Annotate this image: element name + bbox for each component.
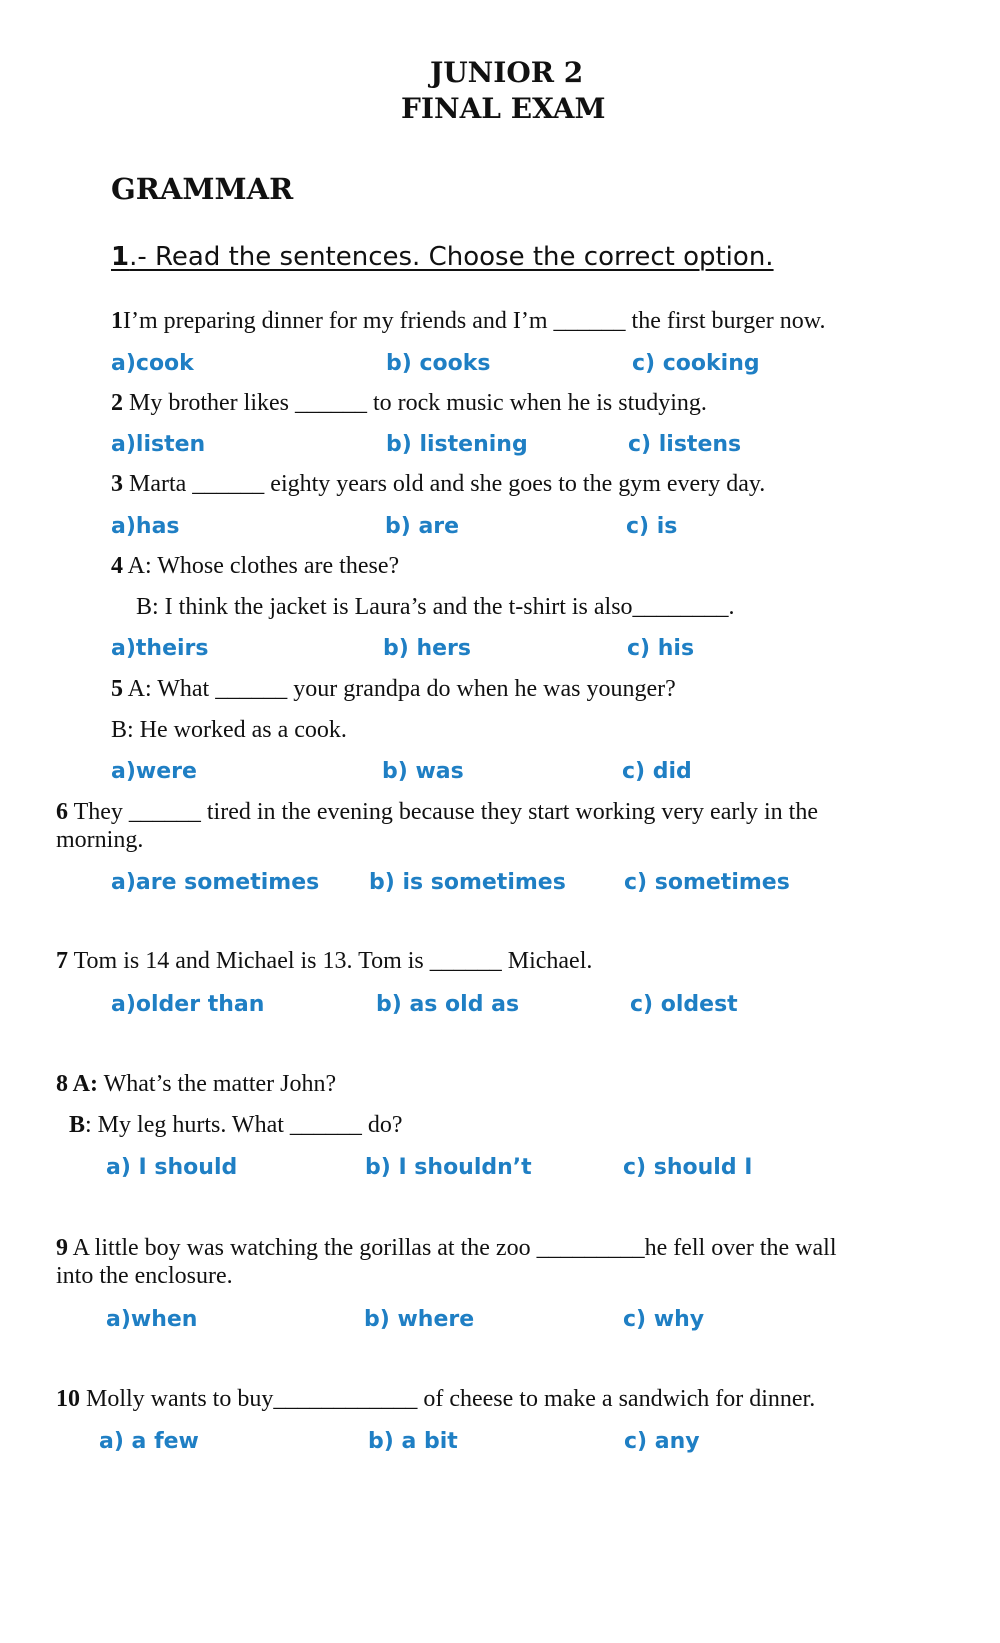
speaker-a-label: A:	[68, 1071, 98, 1097]
question-6-line-2: morning.	[56, 827, 144, 853]
question-9-line-2: into the enclosure.	[56, 1263, 233, 1289]
question-number: 10	[56, 1386, 80, 1412]
question-text: I’m preparing dinner for my friends and I’m ______ the first burger now.	[123, 308, 826, 334]
option-1a[interactable]: a)cook	[111, 351, 194, 376]
instruction-text: .- Read the sentences. Choose the correct option.	[129, 242, 774, 272]
question-number: 2	[111, 390, 123, 416]
question-number: 6	[56, 799, 68, 825]
question-text: Marta ______ eighty years old and she goes to the gym every day.	[123, 471, 766, 497]
question-text: A: What ______ your grandpa do when he was younger?	[123, 676, 676, 702]
option-10a[interactable]: a) a few	[99, 1429, 199, 1454]
instruction-number: 1	[111, 242, 130, 272]
option-9a[interactable]: a)when	[106, 1307, 198, 1332]
question-5-line-2: B: He worked as a cook.	[111, 717, 347, 743]
option-6b[interactable]: b) is sometimes	[369, 870, 566, 895]
option-7a[interactable]: a)older than	[111, 992, 265, 1017]
question-number: 1	[111, 308, 123, 334]
question-7	[56, 948, 592, 975]
exam-level-title: JUNIOR 2	[430, 56, 584, 89]
question-number: 3	[111, 471, 123, 497]
question-2	[111, 390, 707, 417]
option-7c[interactable]: c) oldest	[630, 992, 738, 1017]
option-5b[interactable]: b) was	[382, 759, 464, 784]
question-8-line-2	[69, 1112, 403, 1139]
option-9c[interactable]: c) why	[623, 1307, 705, 1332]
option-5c[interactable]: c) did	[622, 759, 692, 784]
option-6a[interactable]: a)are sometimes	[111, 870, 320, 895]
question-text: A little boy was watching the gorillas at the zoo _________he fell over the wall	[68, 1235, 837, 1261]
section-heading-grammar: GRAMMAR	[111, 172, 294, 206]
speaker-b-label: B	[69, 1112, 86, 1138]
option-4c[interactable]: c) his	[627, 636, 695, 661]
question-text: They ______ tired in the evening because they start working very early in the	[68, 799, 818, 825]
option-7b[interactable]: b) as old as	[376, 992, 520, 1017]
question-1	[111, 308, 825, 335]
option-5a[interactable]: a)were	[111, 759, 197, 784]
question-text: A: Whose clothes are these?	[123, 553, 400, 579]
option-8a[interactable]: a) I should	[106, 1155, 238, 1180]
instruction-heading	[111, 242, 774, 272]
option-6c[interactable]: c) sometimes	[624, 870, 790, 895]
question-text: Molly wants to buy____________ of cheese to make a sandwich for dinner.	[80, 1386, 816, 1412]
option-2a[interactable]: a)listen	[111, 432, 206, 457]
question-5	[111, 676, 676, 703]
question-number: 4	[111, 553, 123, 579]
option-9b[interactable]: b) where	[364, 1307, 475, 1332]
question-4	[111, 553, 399, 580]
option-10c[interactable]: c) any	[624, 1429, 700, 1454]
question-10	[56, 1386, 815, 1413]
question-text: Tom is 14 and Michael is 13. Tom is ______ Michael.	[68, 948, 593, 974]
question-8	[56, 1071, 336, 1098]
option-1b[interactable]: b) cooks	[386, 351, 491, 376]
question-text: What’s the matter John?	[98, 1071, 337, 1097]
question-text-2: : My leg hurts. What ______ do?	[85, 1112, 403, 1138]
question-4-line-2: B: I think the jacket is Laura’s and the t-shirt is also________.	[136, 594, 735, 620]
option-2c[interactable]: c) listens	[628, 432, 742, 457]
option-2b[interactable]: b) listening	[386, 432, 528, 457]
question-6	[56, 799, 818, 826]
option-3b[interactable]: b) are	[385, 514, 460, 539]
question-number: 5	[111, 676, 123, 702]
option-10b[interactable]: b) a bit	[368, 1429, 458, 1454]
option-4b[interactable]: b) hers	[383, 636, 471, 661]
exam-title: FINAL EXAM	[401, 92, 606, 125]
option-4a[interactable]: a)theirs	[111, 636, 209, 661]
option-3c[interactable]: c) is	[626, 514, 678, 539]
option-8b[interactable]: b) I shouldn’t	[365, 1155, 532, 1180]
question-number: 7	[56, 948, 68, 974]
option-3a[interactable]: a)has	[111, 514, 180, 539]
question-9	[56, 1235, 837, 1262]
question-text: My brother likes ______ to rock music when he is studying.	[123, 390, 707, 416]
question-number: 9	[56, 1235, 68, 1261]
question-number: 8	[56, 1071, 68, 1097]
option-1c[interactable]: c) cooking	[632, 351, 760, 376]
option-8c[interactable]: c) should I	[623, 1155, 753, 1180]
question-3	[111, 471, 765, 498]
